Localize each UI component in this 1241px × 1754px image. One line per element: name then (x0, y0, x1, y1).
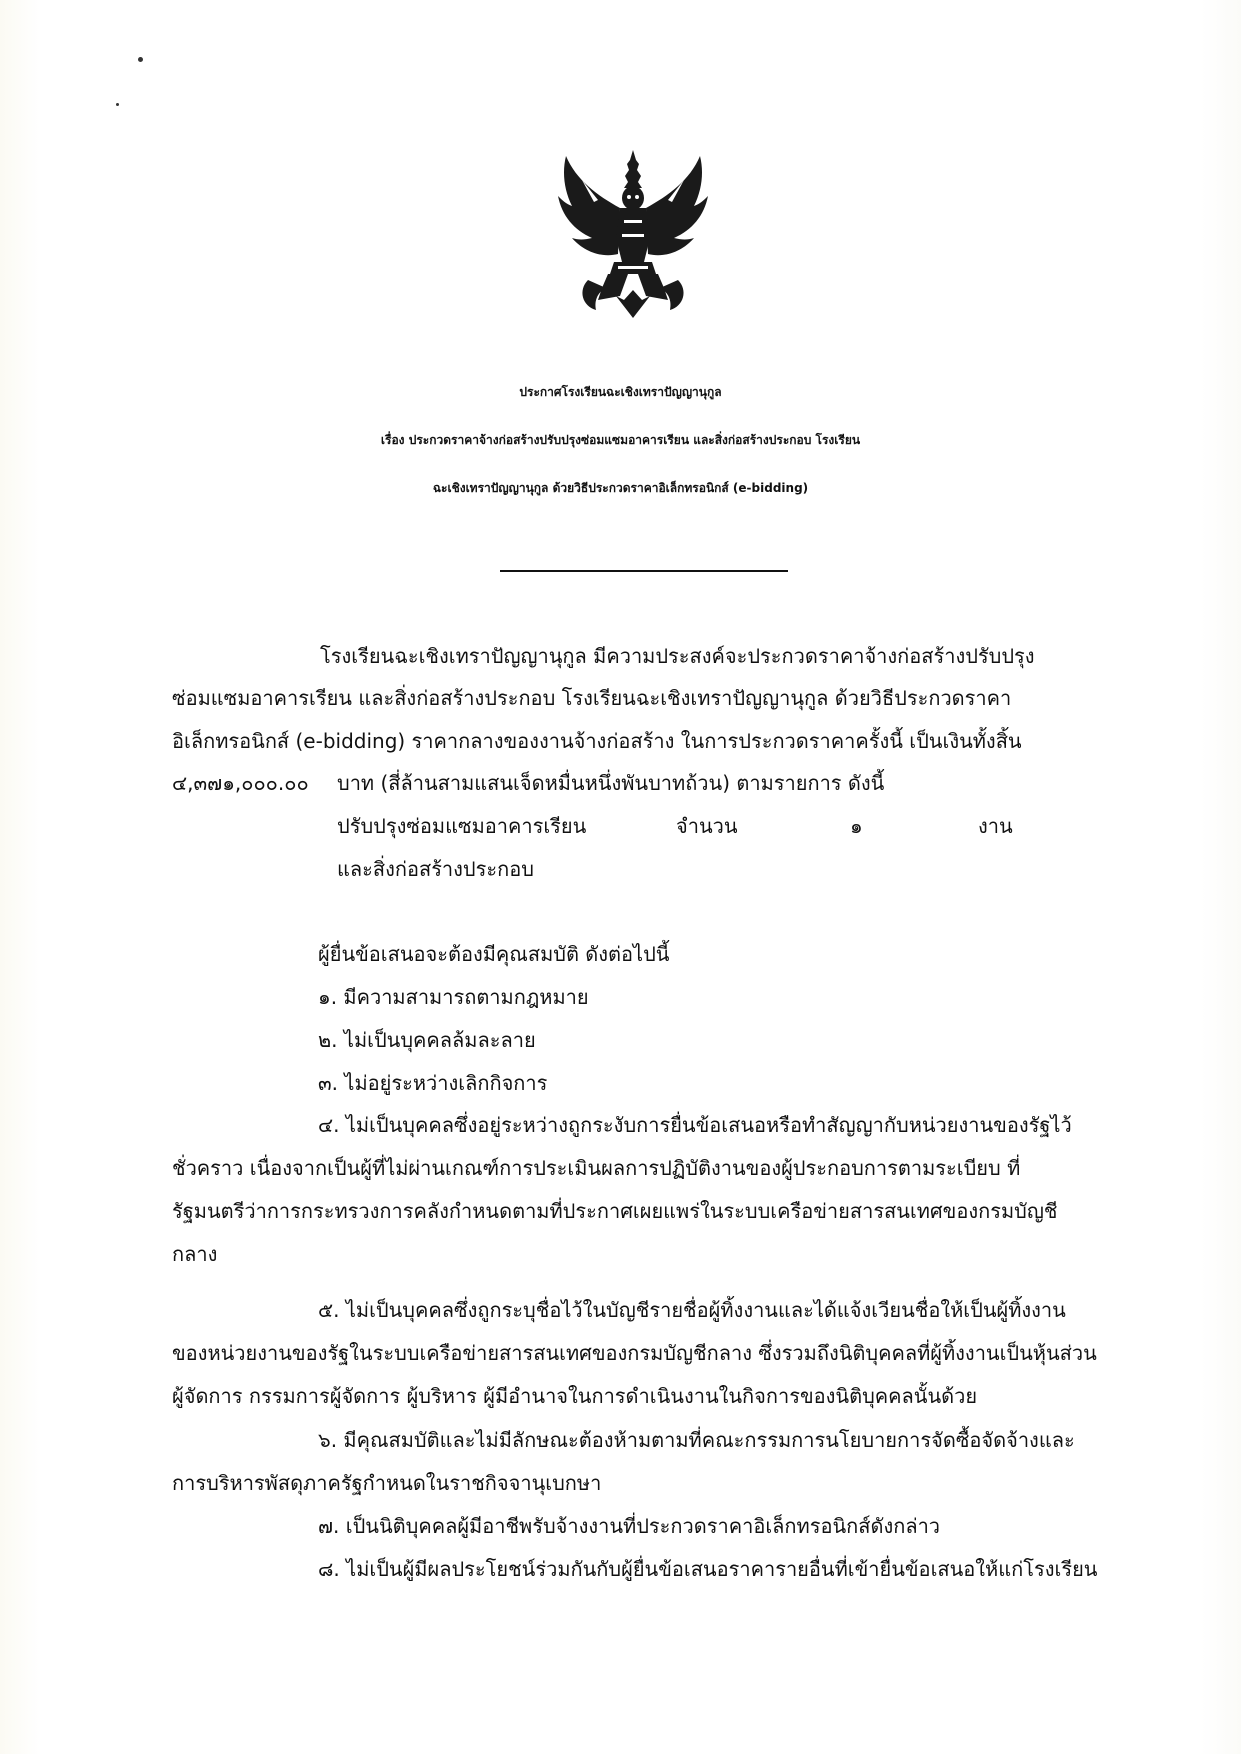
qualification-item-6-line-1: ๖. มีคุณสมบัติและไม่มีลักษณะต้องห้ามตามที่คณะกรรมการนโยบายการจัดซื้อจัดจ้างและ (318, 1428, 1075, 1452)
qualification-item-4-line-3: รัฐมนตรีว่าการกระทรวงการคลังกำหนดตามที่ประกาศเผยแพร่ในระบบเครือข่ายสารสนเทศของกรมบัญชี (172, 1199, 1058, 1223)
budget-amount-text: บาท (สี่ล้านสามแสนเจ็ดหมื่นหนึ่งพันบาทถ้วน) ตามรายการ ดังนี้ (337, 771, 885, 795)
qualification-item-3: ๓. ไม่อยู่ระหว่างเลิกกิจการ (318, 1071, 548, 1095)
qualification-item-5-line-3: ผู้จัดการ กรรมการผู้จัดการ ผู้บริหาร ผู้มีอำนาจในการดำเนินงานในกิจการของนิติบุคคลนั้นด้วย (172, 1384, 978, 1408)
budget-amount: ๔,๓๗๑,๐๐๐.๐๐ (172, 771, 309, 795)
qualification-item-5-line-2: ของหน่วยงานของรัฐในระบบเครือข่ายสารสนเทศของกรมบัญชีกลาง ซึ่งรวมถึงนิติบุคคลที่ผู้ทิ้งงานเป็นหุ้นส่วน (172, 1341, 1097, 1365)
announcement-subject-line-1: เรื่อง ประกวดราคาจ้างก่อสร้างปรับปรุงซ่อมแซมอาคารเรียน และสิ่งก่อสร้างประกอบ โรงเรียน (380, 433, 861, 447)
item-name-line-1: ปรับปรุงซ่อมแซมอาคารเรียน (337, 814, 587, 838)
title-divider (500, 570, 788, 572)
qualification-item-4-line-2: ชั่วคราว เนื่องจากเป็นผู้ที่ไม่ผ่านเกณฑ์การประเมินผลการปฏิบัติงานของผู้ประกอบการตามระเบียบ ที่ (172, 1156, 1021, 1180)
item-name-line-2: และสิ่งก่อสร้างประกอบ (337, 857, 534, 881)
announcement-title: ประกาศโรงเรียนฉะเชิงเทราปัญญานุกูล (519, 385, 722, 399)
qualification-item-8: ๘. ไม่เป็นผู้มีผลประโยชน์ร่วมกันกับผู้ยื่นข้อเสนอราคารายอื่นที่เข้ายื่นข้อเสนอให้แก่โรงเรียน (318, 1557, 1098, 1581)
scan-speck (138, 57, 143, 62)
qualifications-heading: ผู้ยื่นข้อเสนอจะต้องมีคุณสมบัติ ดังต่อไปนี้ (318, 942, 670, 966)
qualification-item-5-line-1: ๕. ไม่เป็นบุคคลซึ่งถูกระบุชื่อไว้ในบัญชีรายชื่อผู้ทิ้งงานและได้แจ้งเวียนชื่อให้เป็นผู้ทิ้งงาน (318, 1298, 1066, 1322)
qualification-item-1: ๑. มีความสามารถตามกฎหมาย (318, 985, 589, 1009)
qualification-item-7: ๗. เป็นนิติบุคคลผู้มีอาชีพรับจ้างงานที่ประกวดราคาอิเล็กทรอนิกส์ดังกล่าว (318, 1514, 941, 1538)
qualification-item-4-line-1: ๔. ไม่เป็นบุคคลซึ่งอยู่ระหว่างถูกระงับการยื่นข้อเสนอหรือทำสัญญากับหน่วยงานของรัฐไว้ (318, 1113, 1072, 1137)
item-quantity: ๑ (850, 814, 863, 838)
item-unit: งาน (978, 814, 1013, 838)
qualification-item-4-line-4: กลาง (172, 1242, 218, 1266)
intro-line-1: โรงเรียนฉะเชิงเทราปัญญานุกูล มีความประสงค์จะประกวดราคาจ้างก่อสร้างปรับปรุง (320, 644, 1035, 668)
intro-line-3: อิเล็กทรอนิกส์ (e-bidding) ราคากลางของงานจ้างก่อสร้าง ในการประกวดราคาครั้งนี้ เป็นเงินทั้งสิ้น (172, 729, 1022, 753)
announcement-subject-line-2: ฉะเชิงเทราปัญญานุกูล ด้วยวิธีประกวดราคาอิเล็กทรอนิกส์ (e-bidding) (432, 481, 809, 495)
intro-line-2: ซ่อมแซมอาคารเรียน และสิ่งก่อสร้างประกอบ โรงเรียนฉะเชิงเทราปัญญานุกูล ด้วยวิธีประกวดราคา (172, 686, 1012, 710)
scan-speck (116, 103, 119, 106)
garuda-emblem-icon (558, 150, 708, 318)
qualification-item-6-line-2: การบริหารพัสดุภาครัฐกำหนดในราชกิจจานุเบกษา (172, 1471, 602, 1495)
item-quantity-label: จำนวน (676, 814, 738, 838)
qualification-item-2: ๒. ไม่เป็นบุคคลล้มละลาย (318, 1028, 536, 1052)
